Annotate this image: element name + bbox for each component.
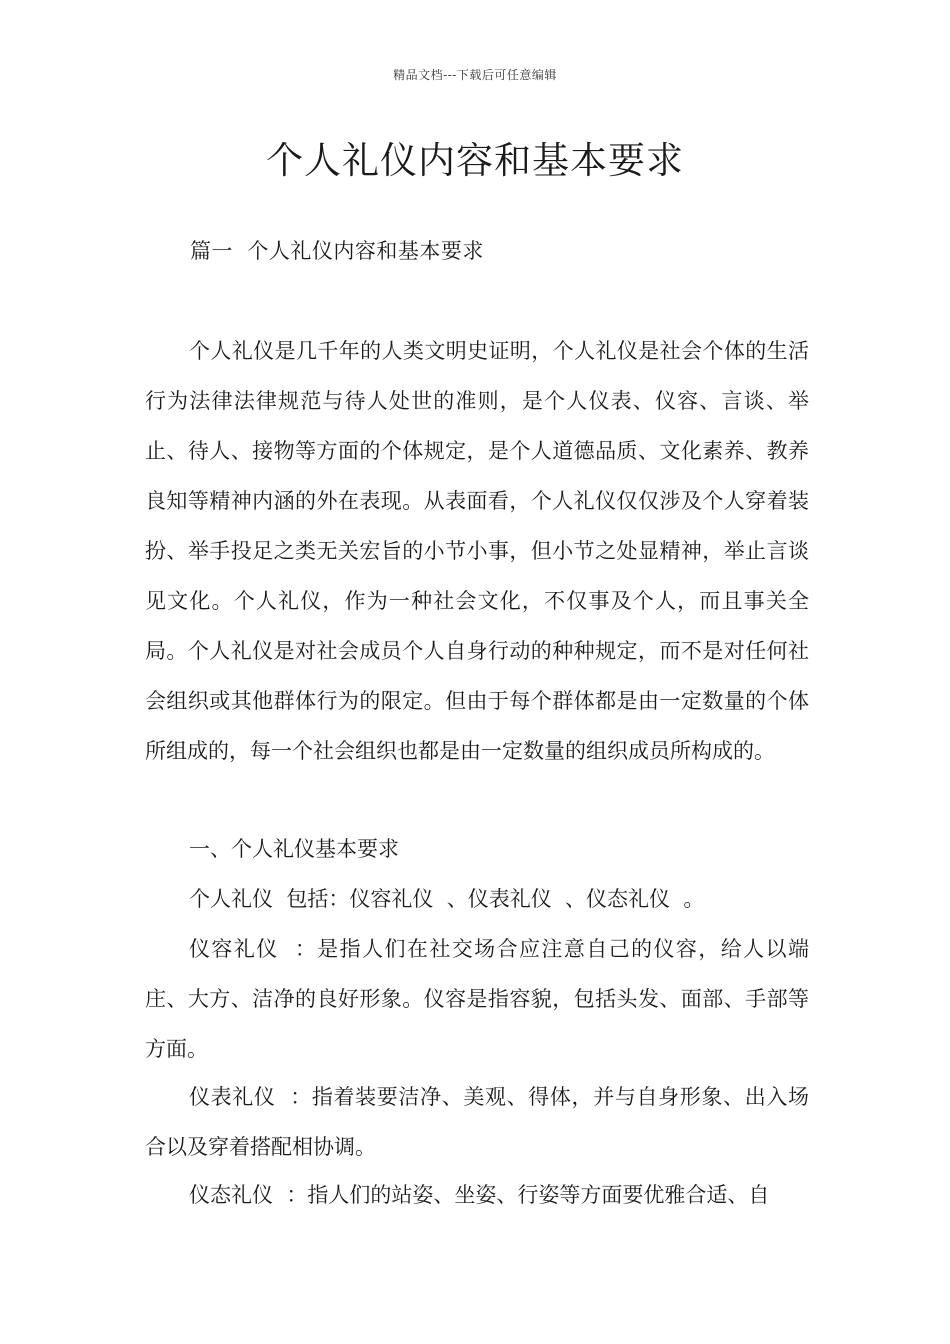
subsection-heading: 一、个人礼仪基本要求 (189, 837, 399, 861)
page-header: 精品文档---下载后可任意编辑 (393, 68, 557, 82)
document-title: 个人礼仪内容和基本要求 (266, 139, 684, 182)
section-heading: 篇一 个人礼仪内容和基本要求 (190, 239, 484, 263)
rongyi-paragraph: 仪容礼仪 ：是指人们在社交场合应注意自己的仪容，给人以端庄、大方、洁净的良好形象。仪容是指容貌，包括头发、面部、手部等方面。 (145, 937, 809, 1061)
biaoyi-paragraph: 仪表礼仪 ：指着装要洁净、美观、得体，并与自身形象、出入场合以及穿着搭配相协调。 (145, 1085, 809, 1159)
taiyi-paragraph: 仪态礼仪 ：指人们的站姿、坐姿、行姿等方面要优雅合适、自 (189, 1183, 770, 1207)
includes-paragraph: 个人礼仪 包括：仪容礼仪 、仪表礼仪 、仪态礼仪 。 (189, 887, 705, 911)
intro-paragraph: 个人礼仪是几千年的人类文明史证明，个人礼仪是社会个体的生活行为法律法律规范与待人处世的准则，是个人仪表、仪容、言谈、举止、待人、接物等方面的个体规定，是个人道德品质、文化素养、教养良知等精神内涵的外在表现。从表面看，个人礼仪仅仅涉及个人穿着装扮、举手投足之类无关宏旨的小节小事，但小节之处显精神，举止言谈见文化。个人礼仪，作为一种社会文化，不仅事及个人，而且事关全局。个人礼仪是对社会成员个人自身行动的种种规定，而不是对任何社会组织或其他群体行为的限定。但由于每个群体都是由一定数量的个体所组成的，每一个社会组织也都是由一定数量的组织成员所构成的。 (145, 339, 809, 763)
